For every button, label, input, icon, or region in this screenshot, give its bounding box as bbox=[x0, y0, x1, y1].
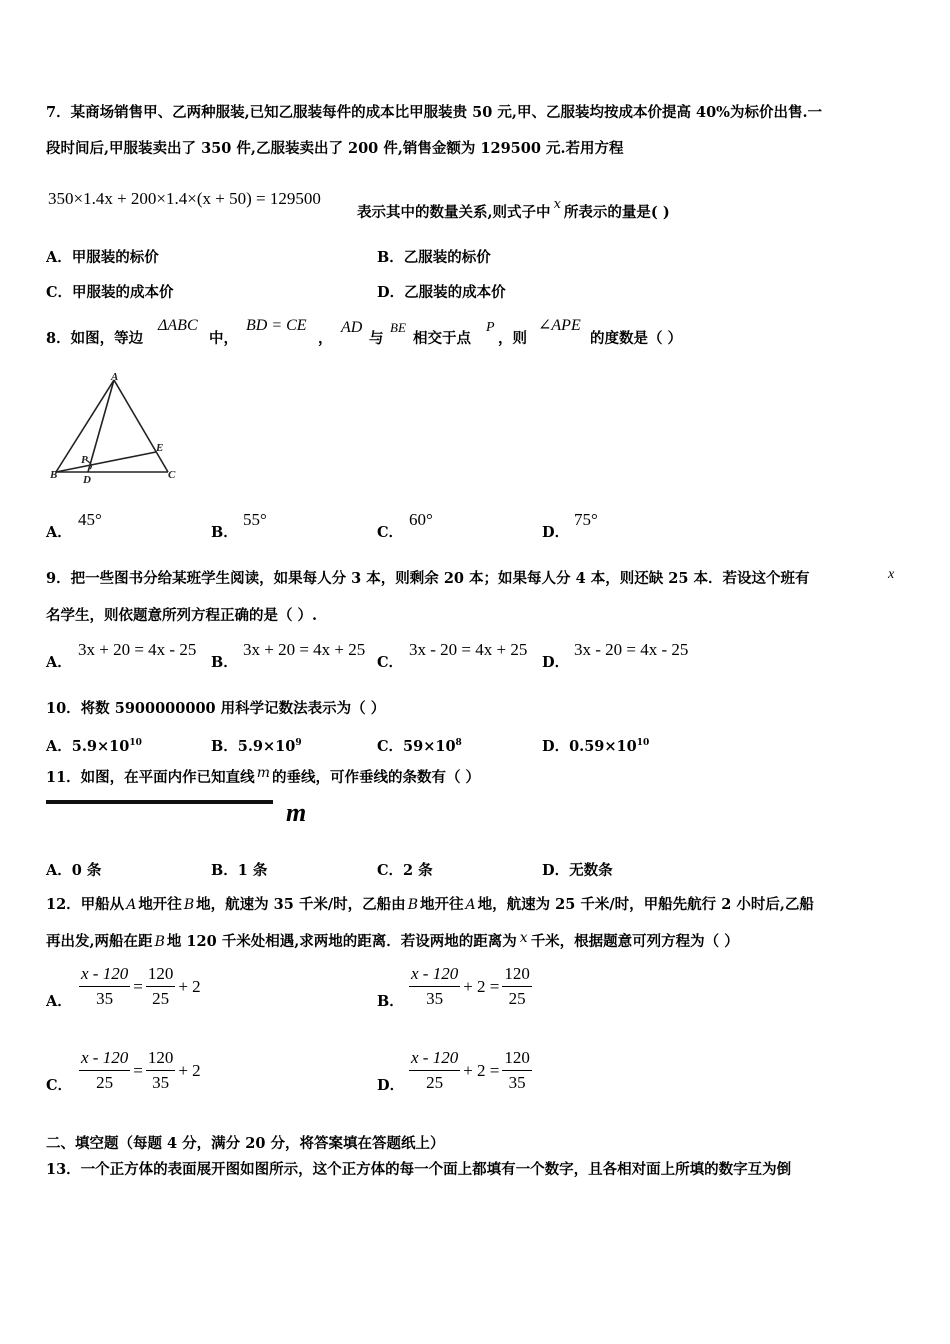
q8-option-b-label: B． bbox=[211, 524, 238, 541]
q12-option-c: $\frac{x - 120}{25}$ = $\frac{120}{35}$ + 2 bbox=[81, 1048, 201, 1092]
q8-p: P bbox=[486, 320, 495, 335]
q8-option-b: 55° bbox=[243, 510, 267, 529]
q9-option-b: 3x + 20 = 4x + 25 bbox=[243, 640, 366, 659]
q12-option-a: $\frac{x - 120}{35}$ = $\frac{120}{25}$ + 2 bbox=[81, 964, 201, 1008]
label-a: A bbox=[111, 372, 119, 383]
q9-option-a-label: A． bbox=[46, 654, 72, 671]
q7-line1: 7．某商场销售甲、乙两种服装,已知乙服装每件的成本比甲服装贵 50 元,甲、乙服装均按成本价提高 40%为标价出售.一 bbox=[46, 104, 823, 121]
q9-option-d: 3x - 20 = 4x - 25 bbox=[574, 640, 689, 659]
q9-option-d-label: D． bbox=[542, 654, 570, 671]
q11-option-c: C．2 条 bbox=[377, 862, 433, 879]
q7-tail-a: 表示其中的数量关系,则式子中 bbox=[357, 204, 551, 221]
q8-ad: AD bbox=[341, 319, 363, 336]
q7-option-a: A．甲服装的标价 bbox=[46, 249, 159, 266]
q7-tail bbox=[357, 197, 670, 224]
label-d: D bbox=[83, 474, 91, 486]
q9-var: x bbox=[888, 567, 895, 582]
q11-option-a: A．0 条 bbox=[46, 862, 102, 879]
q7-tail-b: 所表示的量是( ) bbox=[563, 204, 670, 221]
q8-option-c: 60° bbox=[409, 510, 433, 529]
q7-option-d: D．乙服装的成本价 bbox=[377, 284, 506, 301]
q9-option-a: 3x + 20 = 4x - 25 bbox=[78, 640, 197, 659]
q10-option-b: B．$5.9\times 10^9$ bbox=[211, 737, 302, 755]
q12-option-d-label: D． bbox=[377, 1077, 405, 1094]
q8-meet: 相交于点 bbox=[413, 330, 471, 347]
q8-and: 与 bbox=[369, 330, 384, 347]
q8-triangle: ΔABC bbox=[158, 317, 198, 334]
q12-option-b-label: B． bbox=[377, 993, 404, 1010]
line-m-label: m bbox=[286, 798, 307, 827]
q7-var: x bbox=[553, 197, 561, 212]
q8-then: ，则 bbox=[498, 330, 527, 347]
q8-option-d-label: D． bbox=[542, 524, 570, 541]
q7-option-c: C．甲服装的成本价 bbox=[46, 284, 174, 301]
q7-equation: 350×1.4x + 200×1.4×(x + 50) = 129500 bbox=[48, 189, 321, 208]
q8-option-c-label: C． bbox=[377, 524, 404, 541]
q8-angle: ∠APE bbox=[538, 317, 581, 334]
q12-option-d: x - 120 25 + 2 = $\frac{120}{35}$ bbox=[411, 1048, 530, 1092]
q11-option-d: D．无数条 bbox=[542, 862, 613, 879]
segment-ad bbox=[88, 380, 114, 472]
q8-prefix: 8．如图，等边 bbox=[46, 330, 144, 347]
q12-line1: 12．甲船从 A 地开往 B 地，航速为 35 千米/时，乙船由 B 地开往 A 地，航速为 25 千米/时，甲船先航行 2 小时后,乙船 bbox=[46, 896, 814, 913]
q7-option-b: B．乙服装的标价 bbox=[377, 249, 491, 266]
q7-line2: 段时间后,甲服装卖出了 350 件,乙服装卖出了 200 件,销售金额为 129500 元.若用方程 bbox=[46, 140, 624, 157]
q10-option-c: C．$59\times 10^8$ bbox=[377, 737, 462, 755]
q9-option-c: 3x - 20 = 4x + 25 bbox=[409, 640, 528, 659]
q11-line bbox=[46, 765, 481, 788]
q11-prefix: 11．如图，在平面内作已知直线 bbox=[46, 769, 255, 786]
q12-option-b: x - 120 35 + 2 = $\frac{120}{25}$ bbox=[411, 964, 530, 1008]
q9-line2: 名学生，则依题意所列方程正确的是（ ）. bbox=[46, 607, 318, 624]
q8-option-a: 45° bbox=[78, 510, 102, 529]
q12-line2: 再出发,两船在距 B 地 120 千米处相遇,求两地的距离．若设两地的距离为 x 千米，根据题意可列方程为（ ） bbox=[46, 930, 739, 950]
q10-line: 10．将数 5900000000 用科学记数法表示为（ ） bbox=[46, 700, 386, 717]
q12-option-a-label: A． bbox=[46, 993, 72, 1010]
q12-option-c-label: C． bbox=[46, 1077, 73, 1094]
label-b: B bbox=[50, 469, 58, 481]
q8-equation: BD = CE bbox=[246, 317, 307, 334]
q9-option-c-label: C． bbox=[377, 654, 404, 671]
q8-option-a-label: A． bbox=[46, 524, 72, 541]
q8-option-d: 75° bbox=[574, 510, 598, 529]
line-m bbox=[46, 800, 273, 804]
q8-mid: 中， bbox=[209, 330, 238, 347]
label-e: E bbox=[156, 442, 164, 454]
q8-be: BE bbox=[390, 320, 406, 335]
q13-line: 13．一个正方体的表面展开图如图所示，这个正方体的每一个面上都填有一个数字，且各相对面上所填的数字互为倒 bbox=[46, 1161, 792, 1178]
triangle-figure bbox=[46, 372, 181, 487]
q9-option-b-label: B． bbox=[211, 654, 238, 671]
q9-line1: 9．把一些图书分给某班学生阅读，如果每人分 3 本，则剩余 20 本；如果每人分 4 本，则还缺 25 本．若设这个班有 bbox=[46, 570, 810, 587]
q11-option-b: B．1 条 bbox=[211, 862, 268, 879]
q8-suffix: 的度数是（ ） bbox=[590, 330, 683, 347]
section2-heading: 二、填空题（每题 4 分，满分 20 分，将答案填在答题纸上） bbox=[46, 1135, 445, 1152]
q11-suffix: 的垂线，可作垂线的条数有（ ） bbox=[271, 769, 481, 786]
label-c: C bbox=[168, 469, 176, 481]
label-p: P bbox=[81, 454, 88, 466]
segment-be bbox=[56, 452, 156, 472]
q11-var: m bbox=[256, 765, 270, 781]
q10-option-d: D．$0.59\times 10^{10}$ bbox=[542, 737, 650, 755]
q10-option-a: A．$5.9\times 10^{10}$ bbox=[46, 737, 142, 755]
q8-comma: ， bbox=[318, 330, 333, 347]
